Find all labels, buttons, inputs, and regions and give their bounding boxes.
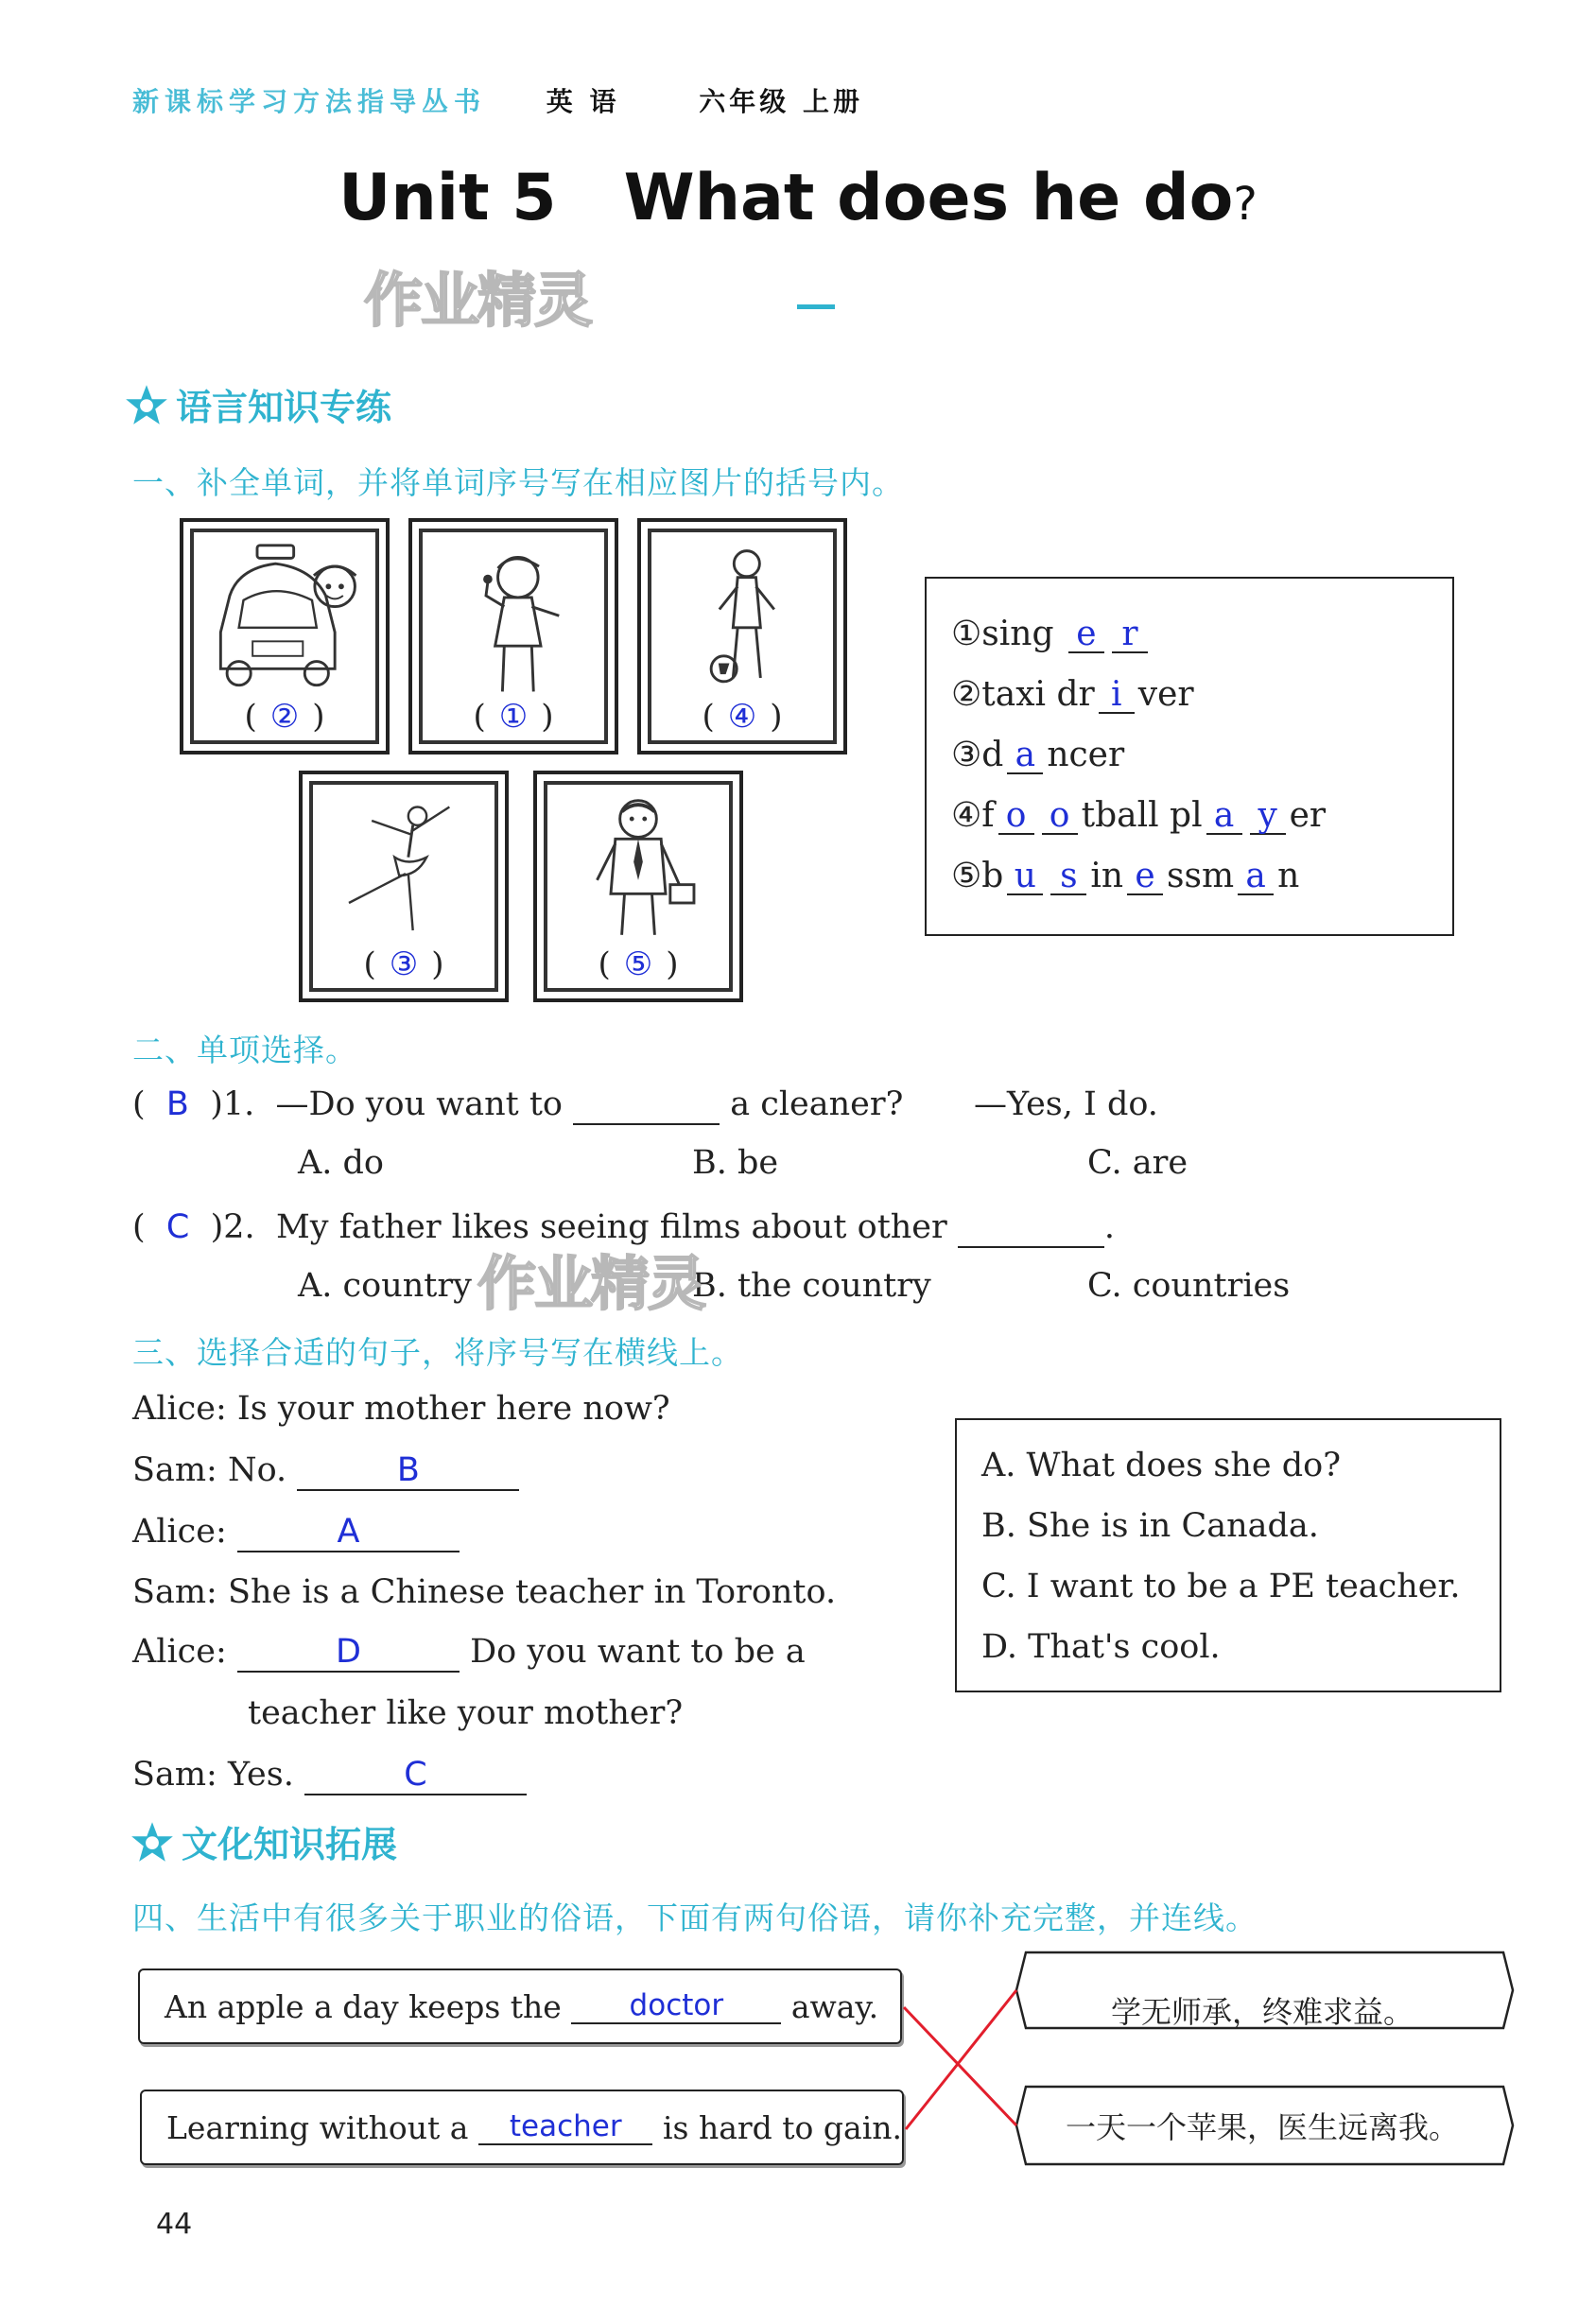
option-c: C. I want to be a PE teacher.: [981, 1568, 1461, 1605]
word-football-player: ④f o o tball pl a y er: [951, 796, 1327, 835]
bracket-close: ): [431, 945, 444, 983]
page-number: 44: [156, 2208, 193, 2241]
dialog-line: Sam: She is a Chinese teacher in Toronto.: [132, 1573, 837, 1611]
proverb-box-2: Learning without a teacher is hard to gain.: [140, 2090, 904, 2165]
word-blank: o: [998, 799, 1034, 835]
section-language-practice: [125, 378, 391, 430]
taxi-driver-icon: [202, 541, 367, 696]
q2-blank: [958, 1208, 1104, 1248]
q1-answer: B: [165, 1085, 189, 1123]
word-blank: o: [1042, 799, 1078, 835]
bracket-open: (: [702, 698, 715, 736]
q1-option-c: C. are: [1087, 1144, 1188, 1182]
proverb-blank: teacher: [478, 2109, 653, 2145]
unit-title: [0, 161, 1596, 235]
dialog-blank: D: [237, 1633, 460, 1673]
part1-instruction: 一、补全单词，并将单词序号写在相应图片的括号内。: [132, 464, 904, 501]
chinese-proverb-2: 一天一个苹果，医生远离我。: [1065, 2109, 1459, 2145]
dialog-line: Alice: Is your mother here now?: [132, 1390, 670, 1428]
picture-frame-football: [637, 518, 847, 754]
word-dancer: ③d a ncer: [951, 736, 1125, 774]
section-culture-extension: [130, 1815, 397, 1867]
word-blank: y: [1250, 799, 1286, 835]
businessman-icon: [556, 793, 720, 945]
bracket-open: (: [473, 698, 486, 736]
book-header: [132, 81, 863, 119]
chinese-proverb-1: 学无师承，终难求益。: [1110, 1994, 1414, 2030]
word-taxi-driver: ②taxi dr i ver: [951, 675, 1194, 714]
series-name: 新课标学习方法指导丛书: [132, 86, 487, 117]
proverb-blank: doctor: [571, 1988, 781, 2024]
q2-answer: C: [165, 1208, 190, 1246]
word-blank: a: [1206, 799, 1242, 835]
subject: 英 语: [546, 86, 620, 117]
watermark: 作业精灵: [364, 266, 592, 335]
dialog-blank: C: [304, 1756, 527, 1795]
dialog-line: Sam: Yes. C: [132, 1756, 527, 1795]
word-blank: r: [1112, 617, 1148, 653]
dialog-blank: B: [297, 1451, 519, 1491]
dialog-line: Alice: D Do you want to be a: [132, 1633, 806, 1671]
word-singer: ①sing e r: [951, 615, 1152, 653]
question-1: ( B )1. —Do you want to a cleaner?: [132, 1085, 904, 1123]
title-underline: [797, 304, 835, 309]
word-blank: s: [1050, 859, 1086, 895]
dancer-icon: [321, 793, 486, 945]
option-b: B. She is in Canada.: [981, 1507, 1319, 1545]
bracket-close: ): [541, 698, 554, 736]
picture-answer: ⑤: [623, 945, 653, 983]
word-completion-box: [925, 577, 1454, 936]
option-d: D. That's cool.: [981, 1628, 1221, 1666]
picture-frame-taxi: [180, 518, 390, 754]
bracket-close: ): [770, 698, 783, 736]
proverb-box-1: An apple a day keeps the doctor away.: [138, 1968, 902, 2044]
q2-option-a: A. country: [298, 1267, 472, 1305]
picture-answer: ④: [727, 698, 757, 736]
q1-blank: [573, 1085, 720, 1125]
dialog-line: Alice: A: [132, 1513, 460, 1552]
word-blank: u: [1007, 859, 1043, 895]
picture-frame-singer: [408, 518, 618, 754]
q2-option-b: B. the country: [692, 1267, 931, 1305]
q1-option-b: B. be: [692, 1144, 779, 1182]
word-blank: a: [1007, 738, 1043, 774]
bracket-open: (: [244, 698, 257, 736]
dialog-line: Sam: No. B: [132, 1451, 519, 1491]
grade: 六年级 上册: [699, 86, 864, 117]
sentence-options-box: [955, 1418, 1501, 1692]
picture-answer: ③: [389, 945, 419, 983]
unit-question: What does he do: [623, 161, 1234, 235]
q1-option-a: A. do: [298, 1144, 385, 1182]
bracket-open: (: [598, 945, 611, 983]
section-title: 文化知识拓展: [182, 1824, 398, 1865]
option-a: A. What does she do?: [981, 1447, 1341, 1484]
picture-frame-businessman: [533, 771, 743, 1002]
picture-answer: ②: [269, 698, 300, 736]
bracket-open: (: [363, 945, 376, 983]
unit-number: Unit 5: [338, 161, 557, 235]
bracket-close: ): [312, 698, 325, 736]
word-blank: a: [1238, 859, 1274, 895]
section-title: 语言知识专练: [176, 387, 392, 428]
part3-instruction: 三、选择合适的句子，将序号写在横线上。: [132, 1334, 743, 1371]
question-2: ( C )2. My father likes seeing films about other .: [132, 1208, 1116, 1246]
football-player-icon: [660, 541, 824, 696]
picture-answer: ①: [498, 698, 529, 736]
q1-reply: —Yes, I do.: [974, 1085, 1158, 1123]
bracket-close: ): [666, 945, 679, 983]
dialog-blank: A: [237, 1513, 460, 1552]
q2-option-c: C. countries: [1087, 1267, 1291, 1305]
picture-frame-dancer: [299, 771, 509, 1002]
star-icon: [130, 1820, 174, 1864]
word-blank: e: [1127, 859, 1163, 895]
word-blank: e: [1068, 617, 1104, 653]
singer-icon: [431, 541, 596, 696]
star-icon: [125, 383, 168, 426]
part4-instruction: 四、生活中有很多关于职业的俗语，下面有两句俗语，请你补充完整，并连线。: [132, 1899, 1258, 1936]
part2-instruction: 二、单项选择。: [132, 1032, 357, 1068]
dialog-line: teacher like your mother?: [248, 1694, 684, 1732]
word-businessman: ⑤b u s in e ssm a n: [951, 857, 1300, 895]
watermark: 作业精灵: [477, 1249, 705, 1318]
word-blank: i: [1099, 678, 1135, 714]
question-mark: ?: [1233, 178, 1258, 231]
